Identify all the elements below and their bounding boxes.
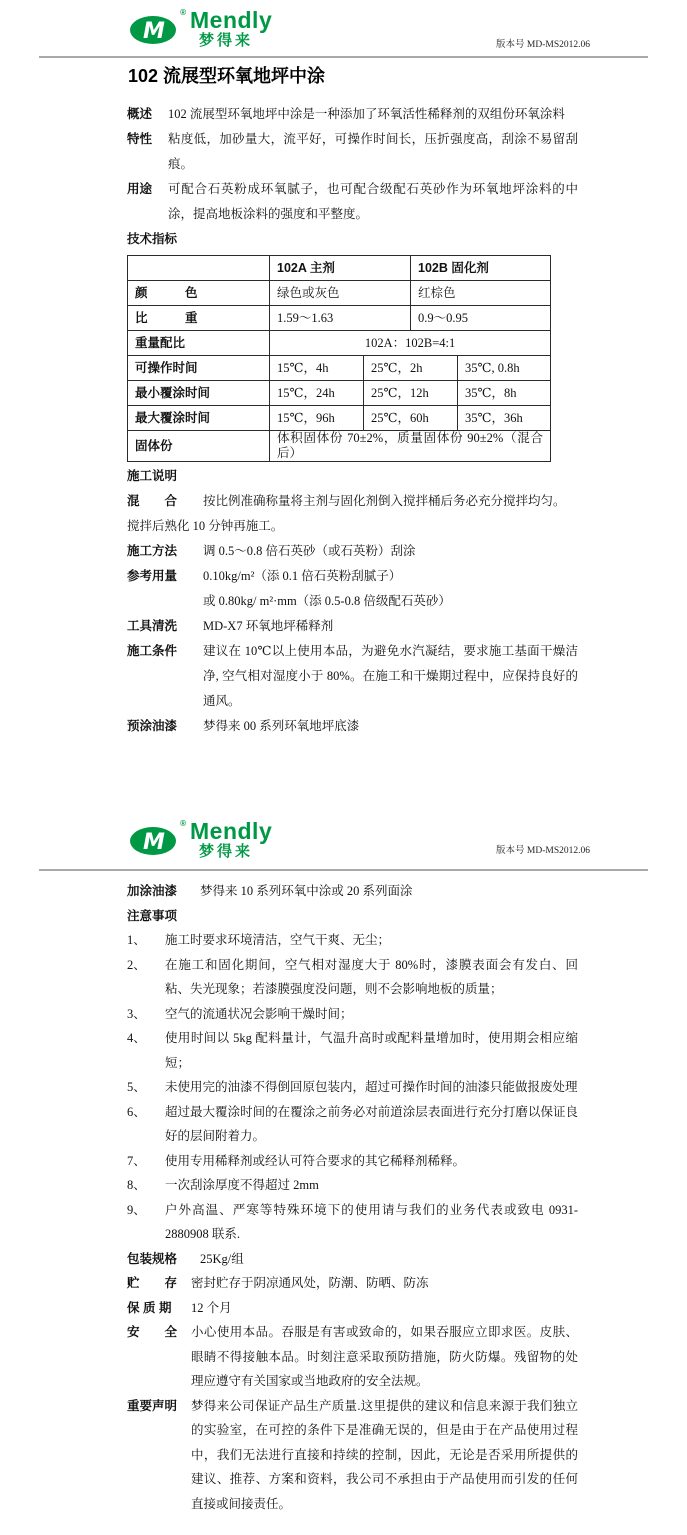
spec-value: 1.59～1.63 bbox=[270, 306, 411, 331]
spec-col-b: 102B 固化剂 bbox=[411, 256, 551, 281]
brand-logo bbox=[128, 820, 272, 860]
brand-mark bbox=[128, 820, 184, 860]
note-text: 户外高温、严寒等特殊环境下的使用请与我们的业务代表或致电 0931-2880908 联系. bbox=[165, 1202, 578, 1241]
spec-label: 最小覆涂时间 bbox=[128, 381, 270, 406]
storage-label: 贮 存 bbox=[127, 1276, 178, 1290]
overview-text: 102 流展型环氧地坪中涂是一种添加了环氧活性稀释剂的双组份环氧涂料 bbox=[168, 107, 565, 121]
section-usage bbox=[127, 177, 578, 227]
brand-name-en: Mendly bbox=[190, 818, 273, 844]
construction-heading: 施工说明 bbox=[127, 469, 178, 483]
spec-row-pot-life bbox=[128, 356, 551, 381]
spec-col-a: 102A 主剂 bbox=[270, 256, 411, 281]
note-item bbox=[127, 1173, 578, 1198]
cleaning-text: MD-X7 环氧地坪稀释剂 bbox=[203, 619, 334, 633]
brand-name-cn: 梦得来 bbox=[199, 32, 254, 49]
features-text: 粘度低，加砂量大，流平好，可操作时间长，压折强度高，刮涂不易留刮痕。 bbox=[168, 132, 578, 171]
cleaning-label: 工具清洗 bbox=[127, 619, 178, 633]
safety-text: 小心使用本品。吞服是有害或致命的，如果吞服应立即求医。皮肤、眼睛不得接触本品。时刻注意采取预防措施，防火防爆。残留物的处理应遵守有关国家或当地政府的安全法规。 bbox=[191, 1325, 578, 1388]
brand-name-cn: 梦得来 bbox=[199, 843, 254, 860]
brand-mark-ellipse-icon bbox=[128, 820, 180, 858]
specs-heading: 技术指标 bbox=[127, 232, 178, 246]
note-item bbox=[127, 1075, 578, 1100]
registered-trademark-icon: ® bbox=[180, 8, 186, 17]
note-number: 1、 bbox=[127, 933, 146, 947]
note-item bbox=[127, 928, 578, 953]
usage-label: 用途 bbox=[127, 182, 153, 196]
usage-text: 可配合石英粉成环氧腻子，也可配合级配石英砂作为环氧地坪涂料的中涂，提高地板涂料的强度和平整度。 bbox=[168, 182, 578, 221]
section-shelf-life bbox=[127, 1296, 578, 1321]
page-title: 102 流展型环氧地坪中涂 bbox=[128, 66, 326, 86]
spec-value: 102A：102B=4:1 bbox=[270, 331, 551, 356]
note-item bbox=[127, 1198, 578, 1247]
spec-value: 35℃，36h bbox=[458, 406, 551, 431]
dosage-label: 参考用量 bbox=[127, 569, 178, 583]
note-number: 8、 bbox=[127, 1178, 146, 1192]
shelf-life-text: 12 个月 bbox=[191, 1300, 232, 1315]
section-packing bbox=[127, 1247, 578, 1272]
spec-value: 红棕色 bbox=[411, 281, 551, 306]
spec-value: 体积固体份 70±2%，质量固体份 90±2%（混合后） bbox=[270, 431, 551, 462]
storage-text: 密封贮存于阴凉通风处，防潮、防晒、防冻 bbox=[191, 1276, 429, 1290]
note-item bbox=[127, 1149, 578, 1174]
spec-value: 35℃, 0.8h bbox=[458, 356, 551, 381]
spec-value: 绿色或灰色 bbox=[270, 281, 411, 306]
section-overview bbox=[127, 102, 578, 127]
dosage-text bbox=[203, 564, 578, 614]
spec-value: 15℃，96h bbox=[270, 406, 364, 431]
spec-label: 重量配比 bbox=[128, 331, 270, 356]
note-text: 施工时要求环境清洁，空气干爽、无尘； bbox=[165, 933, 391, 947]
features-label: 特性 bbox=[127, 132, 153, 146]
note-item bbox=[127, 1026, 578, 1075]
note-text: 一次刮涂厚度不得超过 2mm bbox=[165, 1178, 319, 1192]
page2-header bbox=[0, 815, 687, 869]
spec-row-ratio bbox=[128, 331, 551, 356]
spec-label: 颜 色 bbox=[128, 281, 270, 306]
note-text: 使用时间以 5kg 配料量计，气温升高时或配料量增加时，使用期会相应缩短； bbox=[165, 1031, 578, 1070]
disclaimer-label: 重要声明 bbox=[127, 1398, 178, 1413]
spec-row-gravity bbox=[128, 306, 551, 331]
spec-value: 25℃，2h bbox=[364, 356, 458, 381]
brand-mark-letter: M bbox=[143, 830, 165, 855]
section-dosage bbox=[127, 564, 578, 614]
page1-header bbox=[0, 0, 687, 56]
conditions-label: 施工条件 bbox=[127, 644, 178, 658]
method-label: 施工方法 bbox=[127, 544, 178, 558]
section-topcoat bbox=[127, 879, 578, 904]
topcoat-label: 加涂油漆 bbox=[127, 884, 178, 898]
dosage-line-1: 0.10kg/m²（添 0.1 倍石英粉刮腻子） bbox=[203, 569, 402, 583]
section-storage bbox=[127, 1271, 578, 1296]
note-item bbox=[127, 1100, 578, 1149]
mixing-label: 混 合 bbox=[127, 494, 178, 508]
dosage-line-2: 或 0.80kg/ m²·mm（添 0.5-0.8 倍级配石英砂） bbox=[203, 594, 451, 608]
safety-label: 安 全 bbox=[127, 1325, 178, 1339]
note-number: 7、 bbox=[127, 1153, 146, 1168]
brand-mark-letter: M bbox=[143, 19, 165, 44]
registered-trademark-icon: ® bbox=[180, 819, 186, 828]
section-cleaning bbox=[127, 614, 578, 639]
section-conditions bbox=[127, 639, 578, 714]
specs-table bbox=[127, 255, 551, 462]
spec-value: 25℃，12h bbox=[364, 381, 458, 406]
note-item bbox=[127, 953, 578, 1002]
version-label: 版本号 MD-MS2012.06 bbox=[496, 846, 590, 856]
spec-label: 最大覆涂时间 bbox=[128, 406, 270, 431]
section-method bbox=[127, 539, 578, 564]
header-rule bbox=[39, 869, 648, 871]
disclaimer-text: 梦得来公司保证产品生产质量.这里提供的建议和信息来源于我们独立的实验室，在可控的条件下是准确无误的，但是由于在产品使用过程中，我们无法进行直接和持续的控制，因此，无论是否采用所提供的建议、推荐、方案和资料，我公司不承担由于产品使用而引发的任何直接或间接责任。 bbox=[191, 1398, 578, 1511]
precoat-label: 预涂油漆 bbox=[127, 719, 178, 733]
packing-label: 包装规格 bbox=[127, 1251, 178, 1266]
spec-value: 35℃，8h bbox=[458, 381, 551, 406]
version-label: 版本号 MD-MS2012.06 bbox=[496, 40, 590, 50]
mixing-text-continued: 搅拌后熟化 10 分钟再施工。 bbox=[127, 519, 284, 533]
brand-wordmark bbox=[190, 820, 272, 859]
precoat-text: 梦得来 00 系列环氧地坪底漆 bbox=[203, 719, 360, 733]
note-number: 9、 bbox=[127, 1202, 146, 1217]
brand-name-en: Mendly bbox=[190, 7, 273, 33]
spec-row-max-recoat bbox=[128, 406, 551, 431]
note-text: 未使用完的油漆不得倒回原包装内，超过可操作时间的油漆只能做报废处理 bbox=[165, 1080, 578, 1094]
section-mixing bbox=[127, 489, 578, 514]
mixing-text: 按比例准确称量将主剂与固化剂倒入搅拌桶后务必充分搅拌均匀。 bbox=[203, 494, 566, 508]
page-2 bbox=[0, 815, 687, 1516]
note-number: 6、 bbox=[127, 1104, 146, 1119]
spec-value: 25℃，60h bbox=[364, 406, 458, 431]
topcoat-text: 梦得来 10 系列环氧中涂或 20 系列面涂 bbox=[200, 884, 413, 898]
note-item bbox=[127, 1002, 578, 1027]
page1-body bbox=[127, 102, 578, 739]
section-features bbox=[127, 127, 578, 177]
brand-logo bbox=[128, 9, 272, 49]
header-rule bbox=[39, 56, 648, 58]
notes-heading: 注意事项 bbox=[127, 908, 178, 923]
note-text: 在施工和固化期间，空气相对湿度大于 80%时，漆膜表面会有发白、回粘、失光现象；若漆膜强度没问题，则不会影响地板的质量； bbox=[165, 957, 578, 996]
spec-row-color bbox=[128, 281, 551, 306]
spec-label: 可操作时间 bbox=[128, 356, 270, 381]
brand-mark bbox=[128, 9, 184, 49]
note-number: 2、 bbox=[127, 957, 146, 972]
note-text: 空气的流通状况会影响干燥时间； bbox=[165, 1006, 353, 1021]
specs-header-row bbox=[128, 256, 551, 281]
packing-text: 25Kg/组 bbox=[200, 1251, 244, 1266]
spec-label: 固体份 bbox=[128, 431, 270, 462]
page2-body bbox=[127, 879, 578, 1516]
brand-wordmark bbox=[190, 9, 272, 48]
spec-cell-empty bbox=[128, 256, 270, 281]
spec-value: 15℃，4h bbox=[270, 356, 364, 381]
conditions-text: 建议在 10℃以上使用本品，为避免水汽凝结，要求施工基面干燥洁净, 空气相对湿度小于 80%。在施工和干燥期过程中，应保持良好的通风。 bbox=[203, 644, 578, 708]
method-text: 调 0.5～0.8 倍石英砂（或石英粉）刮涂 bbox=[203, 544, 416, 558]
section-precoat bbox=[127, 714, 578, 739]
spec-row-min-recoat bbox=[128, 381, 551, 406]
section-disclaimer bbox=[127, 1394, 578, 1517]
note-number: 3、 bbox=[127, 1006, 146, 1021]
spec-value: 15℃，24h bbox=[270, 381, 364, 406]
spec-row-solids bbox=[128, 431, 551, 462]
note-number: 4、 bbox=[127, 1031, 146, 1045]
note-number: 5、 bbox=[127, 1080, 146, 1094]
note-text: 超过最大覆涂时间的在覆涂之前务必对前道涂层表面进行充分打磨以保证良好的层间附着力。 bbox=[165, 1104, 578, 1143]
brand-mark-ellipse-icon bbox=[128, 9, 180, 47]
shelf-life-label: 保 质 期 bbox=[127, 1300, 172, 1315]
note-text: 使用专用稀释剂或经认可符合要求的其它稀释剂稀释。 bbox=[165, 1153, 466, 1168]
page-1 bbox=[0, 0, 687, 739]
overview-label: 概述 bbox=[127, 107, 153, 121]
spec-value: 0.9～0.95 bbox=[411, 306, 551, 331]
section-safety bbox=[127, 1320, 578, 1394]
spec-label: 比 重 bbox=[128, 306, 270, 331]
